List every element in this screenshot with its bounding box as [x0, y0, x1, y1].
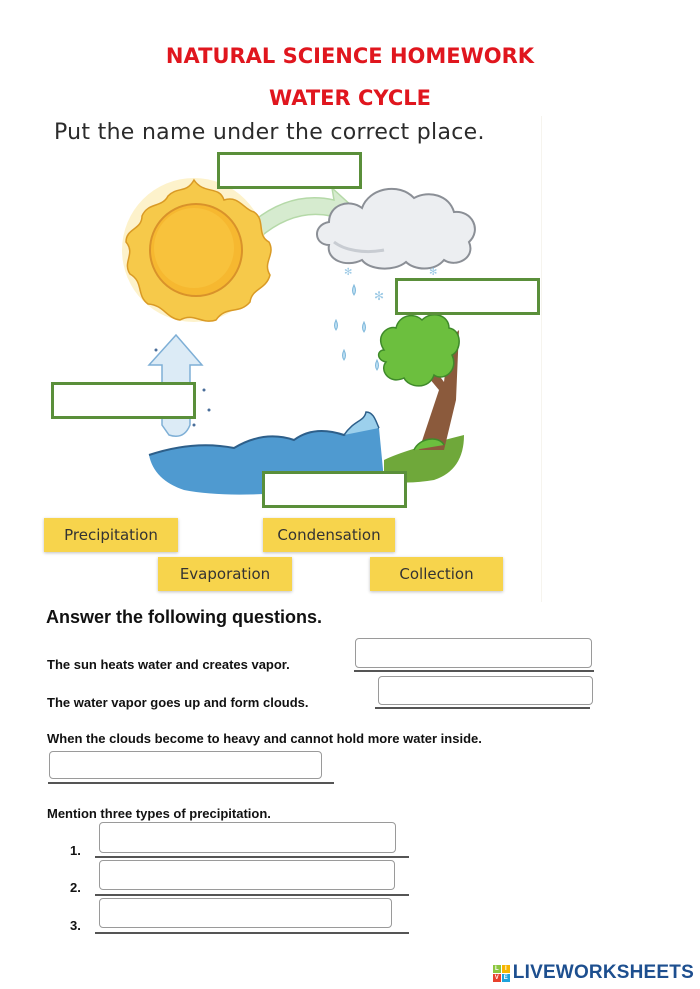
worksheet-subtitle: WATER CYCLE [268, 86, 431, 110]
question-3-text: When the clouds become to heavy and cannot hold more water inside. [47, 731, 482, 746]
list-underline-3 [95, 932, 409, 934]
svg-text:✻: ✻ [429, 267, 438, 278]
question-2-input[interactable] [379, 677, 592, 704]
drop-box-top-input[interactable] [220, 155, 359, 186]
drop-box-top[interactable] [217, 152, 362, 189]
precipitation-answer-2[interactable] [99, 860, 395, 890]
question-3-underline [48, 782, 334, 784]
precipitation-input-1[interactable] [100, 823, 395, 852]
drop-box-bottom-input[interactable] [265, 474, 404, 505]
drop-box-right-input[interactable] [398, 281, 537, 312]
precipitation-input-3[interactable] [100, 899, 391, 927]
diagram-instruction: Put the name under the correct place. [54, 120, 485, 145]
tree-icon [379, 315, 464, 483]
question-1-input[interactable] [356, 639, 591, 667]
list-number-1: 1. [70, 843, 81, 858]
liveworksheets-logo [493, 962, 694, 984]
list-number-3: 3. [70, 918, 81, 933]
chip-evaporation[interactable]: Evaporation [158, 557, 292, 591]
drop-box-right[interactable] [395, 278, 540, 315]
drop-box-left[interactable] [51, 382, 196, 419]
list-underline-1 [95, 856, 409, 858]
precipitation-answer-3[interactable] [99, 898, 392, 928]
question-1-text: The sun heats water and creates vapor. [47, 657, 290, 672]
questions-heading: Answer the following questions. [46, 607, 323, 627]
precipitation-answer-1[interactable] [99, 822, 396, 853]
live-squares-icon: L I V E [494, 965, 508, 981]
chip-precipitation[interactable]: Precipitation [44, 518, 178, 552]
worksheet-title: NATURAL SCIENCE HOMEWORK [165, 44, 535, 68]
question-3-answer[interactable] [49, 751, 322, 779]
water-cycle-illustration [44, 150, 544, 510]
svg-text:✻: ✻ [344, 267, 353, 278]
chip-collection[interactable]: Collection [370, 557, 503, 591]
precipitation-prompt: Mention three types of precipitation. [47, 806, 271, 821]
list-number-2: 2. [70, 880, 81, 895]
sun-icon [122, 178, 271, 322]
chip-condensation[interactable]: Condensation [263, 518, 395, 552]
list-underline-2 [95, 894, 409, 896]
svg-text:✻: ✻ [374, 289, 385, 303]
drop-box-left-input[interactable] [54, 385, 193, 416]
question-3-input[interactable] [50, 752, 321, 778]
precipitation-input-2[interactable] [100, 861, 394, 889]
question-2-text: The water vapor goes up and form clouds. [47, 695, 309, 710]
question-2-underline [375, 707, 590, 709]
drop-box-bottom[interactable] [262, 471, 407, 508]
question-2-answer[interactable] [378, 676, 593, 705]
brand-name: LIVEWORKSHEETS [512, 962, 694, 983]
question-1-underline [354, 670, 594, 672]
question-1-answer[interactable] [355, 638, 592, 668]
